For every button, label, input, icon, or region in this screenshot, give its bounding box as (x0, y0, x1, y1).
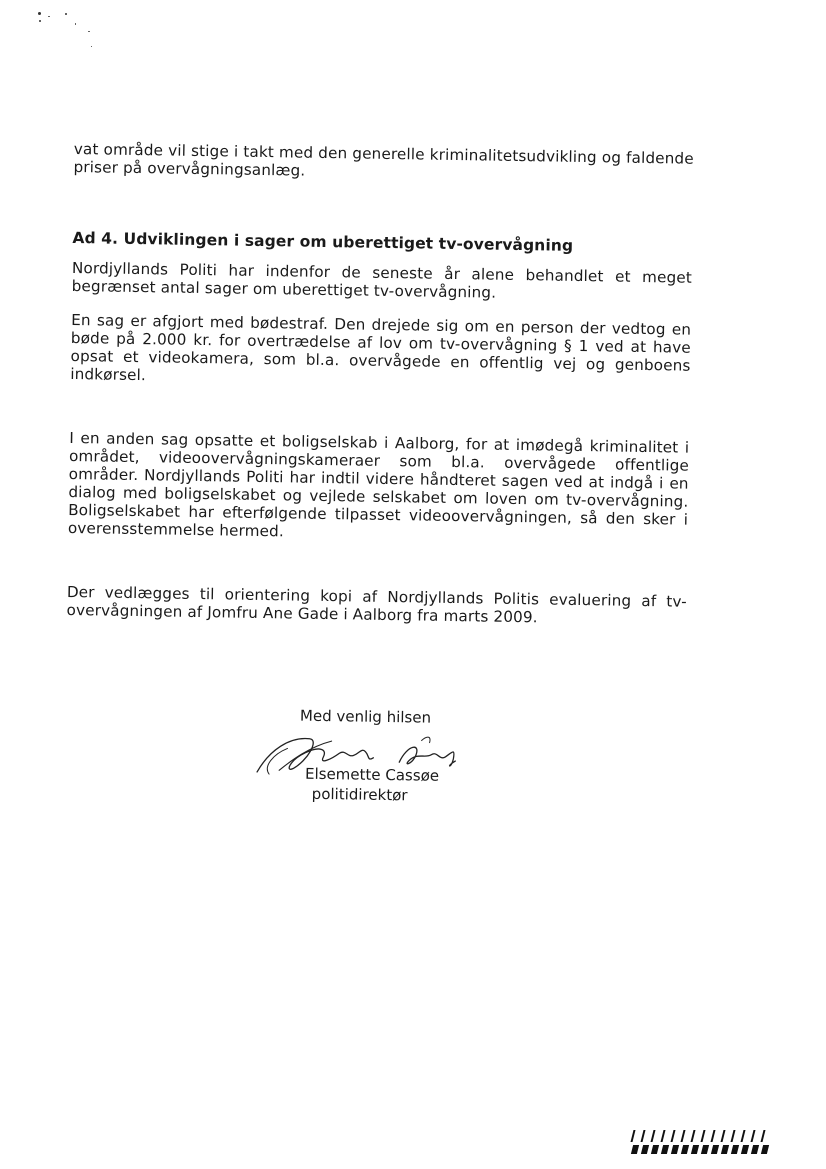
paragraph-housing-case: I en anden sag opsatte et boligselskab i Aalborg, for at imødegå kriminalitet i området, videoovervågningskameraer som bl.a. overvågede offentlige områder. Nordjyllands Politi har indtil videre håndteret sagen ved at indgå i en dialog med boligselskabet og vejlede selskabet om loven om tv-overvågning. Boligselskabet har efterfølgende tilpasset videoovervågningen, så den sker i overensstemmelse hermed. (67, 428, 690, 541)
intro-paragraph: vat område vil stige i takt med den generelle kriminalitetsudvikling og faldende priser på overvågningsanlæg. (73, 140, 694, 180)
section-heading: Ad 4. Udviklingen i sager om uberettiget tv-overvågning (72, 228, 574, 255)
paragraph-attachment: Der vedlægges til orientering kopi af Nordjyllands Politis evaluering af tv-overvågningen af Jomfru Ane Gade i Aalborg fra marts 2009. (66, 582, 687, 627)
paragraph-fine-case: En sag er afgjort med bødestraf. Den drejede sig om en person der vedtog en bøde på 2.000 kr. for overtrædelse af lov om tv-overvågning § 1 ved at have opsat et videokamera, som bl.a. overvågede en offentlig vej og genboens indkørsel. (70, 310, 692, 385)
signer-title: politidirektør (311, 784, 408, 805)
barcode-top-row (632, 1130, 772, 1142)
signer-name: Elsemette Cassøe (304, 764, 440, 785)
paragraph-limited-cases: Nordjyllands Politi har indenfor de seneste år alene behandlet et meget begrænset antal sager om uberettiget tv-overvågning. (71, 258, 693, 302)
letter-body (66, 140, 694, 805)
barcode-bottom-row (632, 1145, 772, 1154)
barcode-icon (632, 1130, 772, 1157)
closing-block (289, 706, 510, 805)
closing-greeting: Med venlig hilsen (299, 706, 432, 727)
